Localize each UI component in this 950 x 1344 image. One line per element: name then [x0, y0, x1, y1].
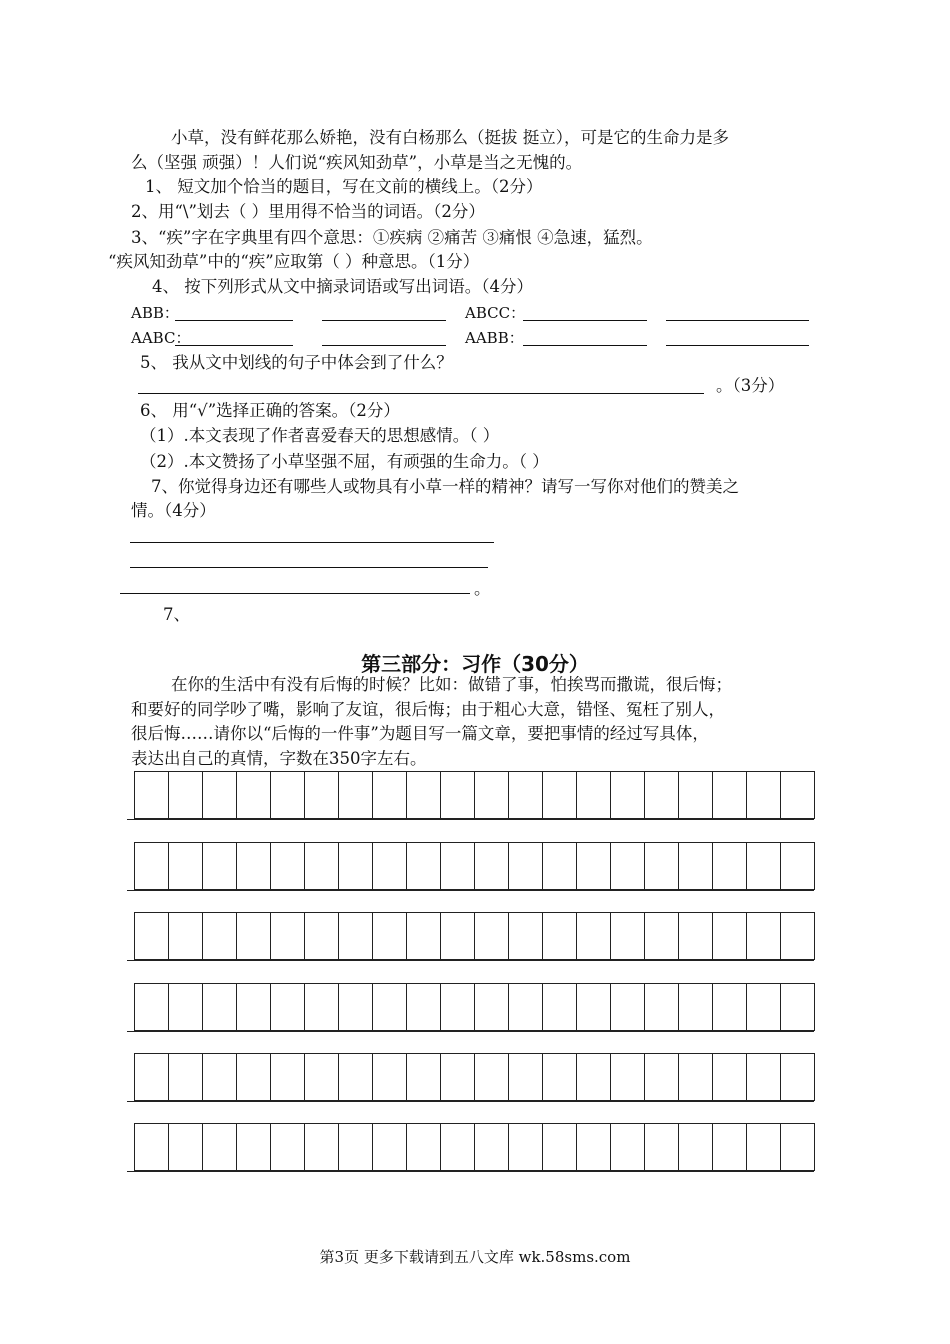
- grid-cell[interactable]: [407, 1123, 441, 1171]
- grid-cell[interactable]: [407, 1053, 441, 1101]
- grid-cell[interactable]: [713, 912, 747, 960]
- grid-row-baseline: [127, 1031, 814, 1032]
- question-7-line-2: 情。（4分）: [131, 501, 216, 520]
- stray-number: 7、: [163, 605, 190, 624]
- grid-cell[interactable]: [679, 912, 713, 960]
- grid-cell[interactable]: [747, 983, 781, 1031]
- grid-cell[interactable]: [577, 1123, 611, 1171]
- grid-cell[interactable]: [169, 1123, 203, 1171]
- answer-line-q7-1[interactable]: [130, 542, 494, 543]
- grid-cell[interactable]: [407, 771, 441, 819]
- grid-cell[interactable]: [135, 1053, 169, 1101]
- grid-cell[interactable]: [441, 1053, 475, 1101]
- question-7-line-1: 7、你觉得身边还有哪些人或物具有小草一样的精神？请写一写你对他们的赞美之: [151, 477, 739, 496]
- grid-cell[interactable]: [713, 1053, 747, 1101]
- question-6: 6、 用“√”选择正确的答案。（2分）: [140, 401, 400, 420]
- grid-cell[interactable]: [781, 842, 815, 890]
- grid-cell[interactable]: [475, 912, 509, 960]
- prompt-line-4: 表达出自己的真情，字数在350字左右。: [131, 749, 427, 768]
- page-footer: 第3页 更多下载请到五八文库 wk.58sms.com: [319, 1248, 631, 1266]
- grid-cell[interactable]: [781, 983, 815, 1031]
- grid-cell[interactable]: [475, 1123, 509, 1171]
- label-aabb: AABB：: [465, 329, 524, 347]
- answer-line-aabc-2[interactable]: [322, 345, 446, 346]
- grid-cell[interactable]: [509, 983, 543, 1031]
- grid-cell[interactable]: [611, 1123, 645, 1171]
- grid-cell[interactable]: [339, 983, 373, 1031]
- grid-cell[interactable]: [169, 771, 203, 819]
- grid-cell[interactable]: [203, 771, 237, 819]
- grid-cell[interactable]: [441, 912, 475, 960]
- grid-cell[interactable]: [543, 771, 577, 819]
- question-6-option-1: （1）.本文表现了作者喜爱春天的思想感情。（ ）: [140, 426, 500, 445]
- grid-cell[interactable]: [237, 983, 271, 1031]
- grid-cell[interactable]: [747, 1053, 781, 1101]
- label-abcc: ABCC：: [465, 304, 526, 322]
- grid-cell[interactable]: [271, 1123, 305, 1171]
- grid-row[interactable]: [134, 1123, 815, 1171]
- question-3-line-2: “疾风知劲草”中的“疾”应取第（ ）种意思。（1分）: [108, 252, 480, 271]
- grid-cell[interactable]: [271, 983, 305, 1031]
- grid-cell[interactable]: [237, 1053, 271, 1101]
- grid-cell[interactable]: [509, 912, 543, 960]
- grid-cell[interactable]: [135, 983, 169, 1031]
- answer-line-q7-3[interactable]: [120, 593, 470, 594]
- grid-row[interactable]: [134, 912, 815, 960]
- grid-cell[interactable]: [577, 1053, 611, 1101]
- grid-cell[interactable]: [305, 1053, 339, 1101]
- grid-cell[interactable]: [747, 771, 781, 819]
- grid-cell[interactable]: [611, 1053, 645, 1101]
- grid-cell[interactable]: [237, 1123, 271, 1171]
- grid-cell[interactable]: [305, 771, 339, 819]
- answer-line-abcc-2[interactable]: [666, 320, 809, 321]
- answer-line-q7-2[interactable]: [130, 567, 488, 568]
- grid-cell[interactable]: [169, 983, 203, 1031]
- grid-cell[interactable]: [543, 1123, 577, 1171]
- grid-cell[interactable]: [475, 983, 509, 1031]
- answer-line-aabb-1[interactable]: [523, 345, 647, 346]
- grid-cell[interactable]: [407, 912, 441, 960]
- grid-cell[interactable]: [237, 912, 271, 960]
- prompt-line-1: 在你的生活中有没有后悔的时候？比如：做错了事，怕挨骂而撒谎，很后悔；: [171, 675, 732, 694]
- answer-line-abcc-1[interactable]: [523, 320, 647, 321]
- grid-cell[interactable]: [577, 983, 611, 1031]
- grid-cell[interactable]: [169, 842, 203, 890]
- grid-cell[interactable]: [203, 983, 237, 1031]
- grid-cell[interactable]: [373, 771, 407, 819]
- grid-cell[interactable]: [305, 983, 339, 1031]
- answer-line-aabc-1[interactable]: [175, 345, 293, 346]
- grid-row-baseline: [127, 890, 814, 891]
- grid-cell[interactable]: [305, 912, 339, 960]
- grid-cell[interactable]: [509, 771, 543, 819]
- grid-cell[interactable]: [611, 912, 645, 960]
- grid-cell[interactable]: [679, 1053, 713, 1101]
- grid-cell[interactable]: [237, 842, 271, 890]
- question-2: 2、用“\”划去（ ）里用得不恰当的词语。（2分）: [131, 202, 485, 221]
- grid-cell[interactable]: [543, 912, 577, 960]
- grid-cell[interactable]: [543, 1053, 577, 1101]
- grid-cell[interactable]: [713, 842, 747, 890]
- grid-cell[interactable]: [645, 912, 679, 960]
- question-7-end-mark: 。: [474, 579, 491, 598]
- grid-cell[interactable]: [713, 983, 747, 1031]
- grid-cell[interactable]: [135, 771, 169, 819]
- grid-cell[interactable]: [169, 912, 203, 960]
- grid-cell[interactable]: [441, 1123, 475, 1171]
- question-4: 4、 按下列形式从文中摘录词语或写出词语。（4分）: [152, 277, 533, 296]
- label-aabc: AABC：: [131, 329, 191, 347]
- grid-cell[interactable]: [781, 912, 815, 960]
- grid-cell[interactable]: [169, 1053, 203, 1101]
- grid-row-baseline: [127, 1101, 814, 1102]
- question-5-score: 。（3分）: [716, 376, 785, 395]
- grid-cell[interactable]: [373, 983, 407, 1031]
- grid-cell[interactable]: [339, 1123, 373, 1171]
- question-6-option-2: （2）.本文赞扬了小草坚强不屈，有顽强的生命力。（ ）: [140, 452, 549, 471]
- grid-row-baseline: [127, 1171, 814, 1172]
- grid-cell[interactable]: [781, 771, 815, 819]
- grid-cell[interactable]: [645, 842, 679, 890]
- grid-cell[interactable]: [339, 912, 373, 960]
- question-5: 5、 我从文中划线的句子中体会到了什么？: [140, 353, 453, 372]
- answer-line-abb-2[interactable]: [322, 320, 446, 321]
- grid-cell[interactable]: [237, 771, 271, 819]
- label-abb: ABB：: [131, 304, 179, 322]
- grid-cell[interactable]: [271, 771, 305, 819]
- grid-cell[interactable]: [781, 1053, 815, 1101]
- grid-cell[interactable]: [679, 983, 713, 1031]
- grid-cell[interactable]: [747, 912, 781, 960]
- grid-row[interactable]: [134, 771, 815, 819]
- grid-cell[interactable]: [645, 983, 679, 1031]
- grid-cell[interactable]: [475, 842, 509, 890]
- answer-line-aabb-2[interactable]: [666, 345, 809, 346]
- prompt-line-2: 和要好的同学吵了嘴，影响了友谊，很后悔；由于粗心大意，错怪、冤枉了别人，: [131, 700, 725, 719]
- grid-cell[interactable]: [577, 771, 611, 819]
- grid-cell[interactable]: [543, 983, 577, 1031]
- answer-line-q5[interactable]: [138, 393, 704, 394]
- grid-cell[interactable]: [203, 1053, 237, 1101]
- grid-row-baseline: [127, 960, 814, 961]
- grid-cell[interactable]: [373, 842, 407, 890]
- grid-cell[interactable]: [509, 1123, 543, 1171]
- grid-cell[interactable]: [203, 912, 237, 960]
- grid-cell[interactable]: [713, 1123, 747, 1171]
- passage-line-1: 小草，没有鲜花那么娇艳，没有白杨那么（挺拔 挺立），可是它的生命力是多: [171, 128, 729, 147]
- grid-cell[interactable]: [781, 1123, 815, 1171]
- prompt-line-3: 很后悔……请你以“后悔的一件事”为题目写一篇文章，要把事情的经过写具体，: [131, 724, 709, 743]
- grid-cell[interactable]: [271, 842, 305, 890]
- answer-line-abb-1[interactable]: [175, 320, 293, 321]
- grid-cell[interactable]: [509, 1053, 543, 1101]
- grid-cell[interactable]: [373, 912, 407, 960]
- grid-cell[interactable]: [611, 983, 645, 1031]
- grid-cell[interactable]: [339, 842, 373, 890]
- grid-cell[interactable]: [339, 771, 373, 819]
- grid-cell[interactable]: [305, 1123, 339, 1171]
- grid-cell[interactable]: [713, 771, 747, 819]
- grid-cell[interactable]: [747, 1123, 781, 1171]
- grid-cell[interactable]: [271, 912, 305, 960]
- grid-cell[interactable]: [577, 842, 611, 890]
- grid-cell[interactable]: [645, 771, 679, 819]
- grid-cell[interactable]: [407, 983, 441, 1031]
- grid-cell[interactable]: [135, 912, 169, 960]
- grid-cell[interactable]: [475, 771, 509, 819]
- grid-cell[interactable]: [373, 1053, 407, 1101]
- grid-cell[interactable]: [543, 842, 577, 890]
- grid-cell[interactable]: [747, 842, 781, 890]
- grid-cell[interactable]: [645, 1053, 679, 1101]
- grid-cell[interactable]: [271, 1053, 305, 1101]
- grid-row[interactable]: [134, 842, 815, 890]
- grid-cell[interactable]: [441, 771, 475, 819]
- grid-cell[interactable]: [679, 842, 713, 890]
- passage-line-2: 么（坚强 顽强）！人们说“疾风知劲草”，小草是当之无愧的。: [131, 153, 583, 172]
- grid-cell[interactable]: [441, 983, 475, 1031]
- grid-cell[interactable]: [577, 912, 611, 960]
- grid-cell[interactable]: [203, 842, 237, 890]
- grid-cell[interactable]: [679, 771, 713, 819]
- grid-cell[interactable]: [475, 1053, 509, 1101]
- question-1: 1、 短文加个恰当的题目，写在文前的横线上。（2分）: [145, 177, 543, 196]
- grid-row[interactable]: [134, 1053, 815, 1101]
- question-3-line-1: 3、“疾”字在字典里有四个意思：①疾病 ②痛苦 ③痛恨 ④急速，猛烈。: [131, 228, 653, 247]
- grid-cell[interactable]: [645, 1123, 679, 1171]
- grid-row[interactable]: [134, 983, 815, 1031]
- grid-cell[interactable]: [135, 1123, 169, 1171]
- grid-row-baseline: [127, 819, 814, 820]
- grid-cell[interactable]: [611, 842, 645, 890]
- grid-cell[interactable]: [611, 771, 645, 819]
- grid-cell[interactable]: [203, 1123, 237, 1171]
- grid-cell[interactable]: [407, 842, 441, 890]
- grid-cell[interactable]: [135, 842, 169, 890]
- section-3-heading: 第三部分：习作（30分）: [361, 652, 589, 676]
- grid-cell[interactable]: [339, 1053, 373, 1101]
- grid-cell[interactable]: [509, 842, 543, 890]
- grid-cell[interactable]: [373, 1123, 407, 1171]
- grid-cell[interactable]: [305, 842, 339, 890]
- grid-cell[interactable]: [679, 1123, 713, 1171]
- grid-cell[interactable]: [441, 842, 475, 890]
